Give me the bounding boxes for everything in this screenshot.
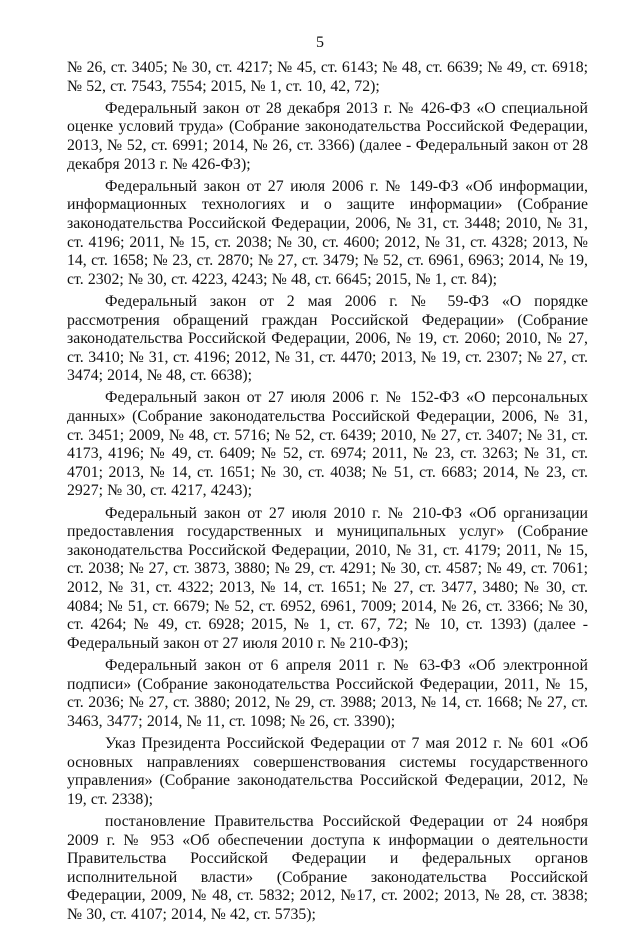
paragraph-law-149-fz: Федеральный закон от 27 июля 2006 г. № 149-ФЗ «Об информации, информационных технологиях и о защите информации» (Собрание законодательства Российской Федерации, 2006, № 31, ст. 3448; 2010, № 31, ст. 4196; 2011, № 15, ст. 2038; № 30, ст. 4600; 2012, № 31, ст. 4328; 2013, № 14, ст. 1658; № 23, ст. 2870; № 27, ст. 3479; № 52, ст. 6961, 6963; 2014, № 19, ст. 2302; № 30, ст. 4223, 4243; № 48, ст. 6645; 2015, № 1, ст. 84); <box>67 177 588 288</box>
paragraph-law-59-fz: Федеральный закон от 2 мая 2006 г. № 59-ФЗ «О порядке рассмотрения обращений граждан Российской Федерации» (Собрание законодательства Российской Федерации, 2006, № 19, ст. 2060; 2010, № 27, ст. 3410; № 31, ст. 4196; 2012, № 31, ст. 4470; 2013, № 19, ст. 2307; № 27, ст. 3474; 2014, № 48, ст. 6638); <box>67 292 588 385</box>
paragraph-law-152-fz: Федеральный закон от 27 июля 2006 г. № 152-ФЗ «О персональных данных» (Собрание законодательства Российской Федерации, 2006, № 31, ст. 3451; 2009, № 48, ст. 5716; № 52, ст. 6439; 2010, № 27, ст. 3407; № 31, ст. 4173, 4196; № 49, ст. 6409; № 52, ст. 6974; 2011, № 23, ст. 3263; № 31, ст. 4701; 2013, № 14, ст. 1651; № 30, ст. 4038; № 51, ст. 6683; 2014, № 23, ст. 2927; № 30, ст. 4217, 4243); <box>67 389 588 500</box>
paragraph-law-210-fz: Федеральный закон от 27 июля 2010 г. № 210-ФЗ «Об организации предоставления государственных и муниципальных услуг» (Собрание законодательства Российской Федерации, 2010, № 31, ст. 4179; 2011, № 15, ст. 2038; № 27, ст. 3873, 3880; № 29, ст. 4291; № 30, ст. 4587; № 49, ст. 7061; 2012, № 31, ст. 4322; 2013, № 14, ст. 1651; № 27, ст. 3477, 3480; № 30, ст. 4084; № 51, ст. 6679; № 52, ст. 6952, 6961, 7009; 2014, № 26, ст. 3366; № 30, ст. 4264; № 49, ст. 6928; 2015, № 1, ст. 67, 72; № 10, ст. 1393) (далее - Федеральный закон от 27 июля 2010 г. № 210-ФЗ); <box>67 504 588 652</box>
paragraph-decree-601: Указ Президента Российской Федерации от 7 мая 2012 г. № 601 «Об основных направлениях совершенствования системы государственного управления» (Собрание законодательства Российской Федерации, 2012, № 19, ст. 2338); <box>67 734 588 808</box>
paragraph-continuation: № 26, ст. 3405; № 30, ст. 4217; № 45, ст. 6143; № 48, ст. 6639; № 49, ст. 6918; № 52, ст. 7543, 7554; 2015, № 1, ст. 10, 42, 72); <box>67 59 588 95</box>
paragraph-law-63-fz: Федеральный закон от 6 апреля 2011 г. № 63-ФЗ «Об электронной подписи» (Собрание законодательства Российской Федерации, 2011, № 15, ст. 2036; № 27, ст. 3880; 2012, № 29, ст. 3988; 2013, № 14, ст. 1668; № 27, ст. 3463, 3477; 2014, № 11, ст. 1098; № 26, ст. 3390); <box>67 656 588 730</box>
document-body <box>67 59 588 928</box>
paragraph-law-426-fz: Федеральный закон от 28 декабря 2013 г. № 426-ФЗ «О специальной оценке условий труда» (Собрание законодательства Российской Федерации, 2013, № 52, ст. 6991; 2014, № 26, ст. 3366) (далее - Федеральный закон от 28 декабря 2013 г. № 426-ФЗ); <box>67 99 588 173</box>
page-number: 5 <box>316 34 324 51</box>
paragraph-resolution-953: постановление Правительства Российской Федерации от 24 ноября 2009 г. № 953 «Об обеспечении доступа к информации о деятельности Правительства Российской Федерации и федеральных органов исполнительной власти» (Собрание законодательства Российской Федерации, 2009, № 48, ст. 5832; 2012, №17, ст. 2002; 2013, № 28, ст. 3838; № 30, ст. 4107; 2014, № 42, ст. 5735); <box>67 812 588 923</box>
